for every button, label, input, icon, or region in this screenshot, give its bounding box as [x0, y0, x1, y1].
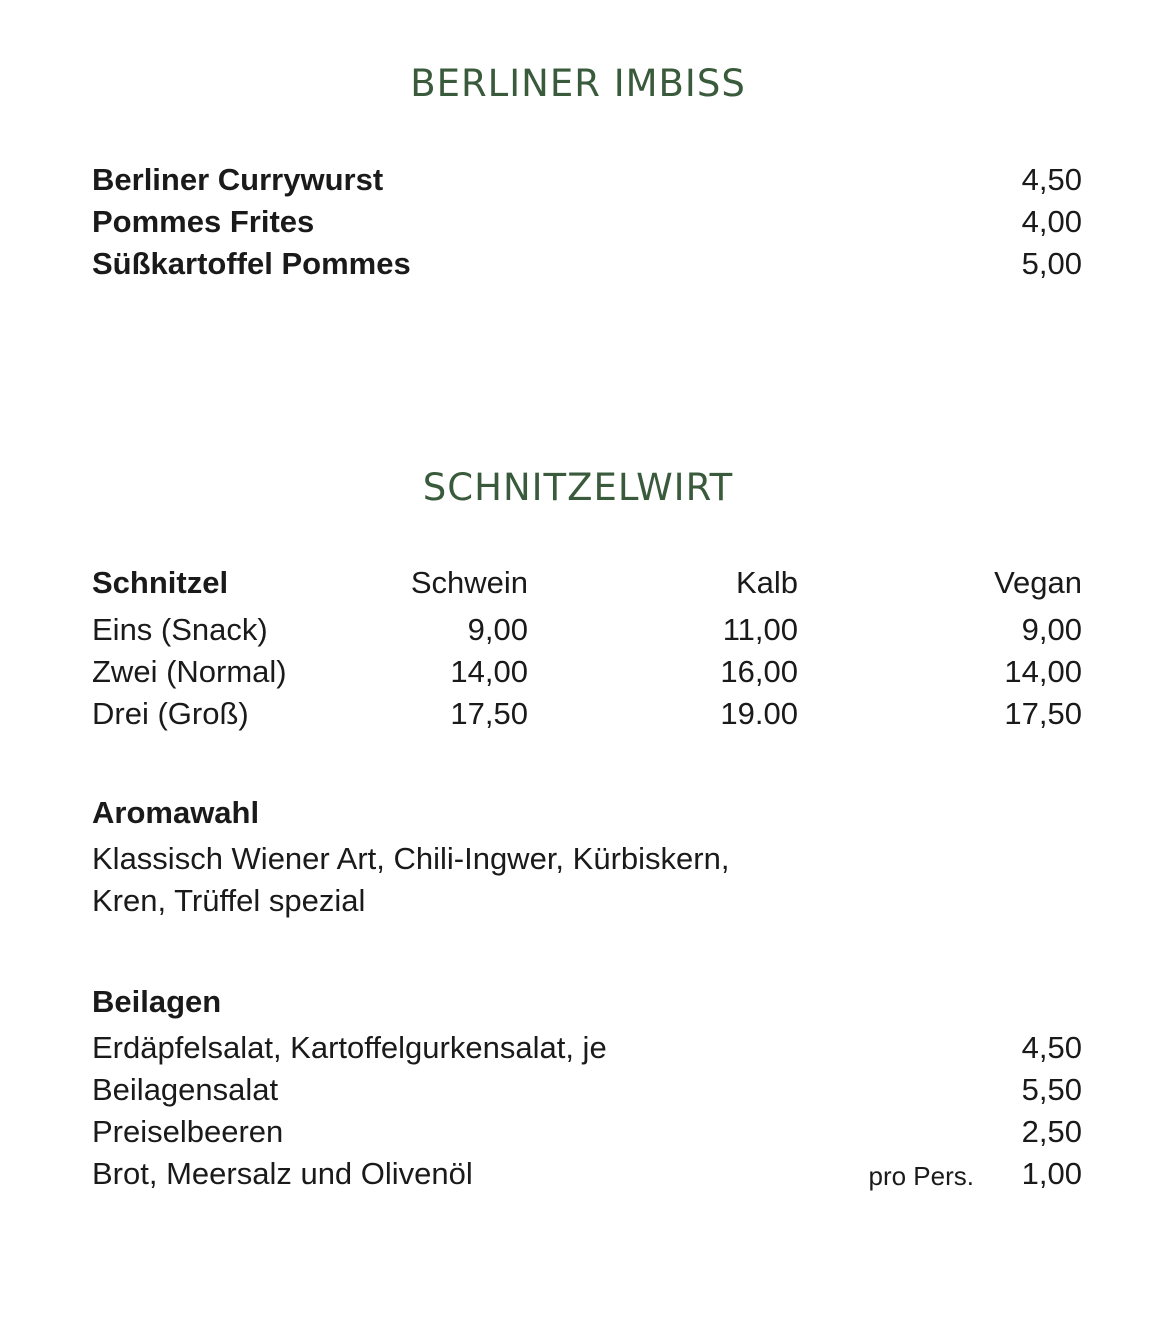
aromawahl-line-1: [92, 838, 1082, 880]
menu-item-suesskartoffel-pommes: [92, 243, 1082, 285]
schnitzel-header-row: [92, 562, 1082, 604]
schnitzel-header-label: Schnitzel: [92, 565, 229, 600]
item-name: Süßkartoffel Pommes: [92, 246, 411, 281]
aromawahl-text: Klassisch Wiener Art, Chili-Ingwer, Kürbiskern,: [92, 841, 730, 876]
schnitzelwirt-title: SCHNITZELWIRT: [422, 466, 734, 509]
menu-item-pommes-frites: [92, 201, 1082, 243]
header-kalb: Kalb: [735, 565, 798, 600]
item-price: 4,50: [1021, 162, 1082, 197]
item-price: 1,00: [1021, 1156, 1082, 1191]
schnitzel-row-drei: [92, 693, 1082, 735]
item-name: Brot, Meersalz und Olivenöl: [92, 1156, 473, 1191]
row-label: Drei (Groß): [92, 696, 249, 731]
price-vegan: 14,00: [1004, 654, 1082, 689]
price-kalb: 11,00: [722, 612, 798, 647]
beilage-item-preiselbeeren: [92, 1111, 1082, 1153]
berliner-imbiss-title: BERLINER IMBISS: [410, 62, 746, 105]
aromawahl-line-2: [92, 880, 1082, 922]
beilage-item-brot: [92, 1153, 1082, 1195]
item-name: Erdäpfelsalat, Kartoffelgurkensalat, je: [92, 1030, 607, 1065]
header-vegan: Vegan: [994, 565, 1082, 600]
price-schwein: 14,00: [450, 654, 528, 689]
item-price: 5,50: [1021, 1072, 1082, 1107]
price-schwein: 17,50: [450, 696, 528, 731]
item-name: Beilagensalat: [92, 1072, 279, 1107]
aromawahl-text: Kren, Trüffel spezial: [92, 883, 366, 918]
price-kalb: 19.00: [720, 696, 798, 731]
item-name: Preiselbeeren: [92, 1114, 284, 1149]
header-schwein: Schwein: [410, 565, 528, 600]
item-price: 2,50: [1021, 1114, 1082, 1149]
aromawahl-heading-text: Aromawahl: [92, 795, 260, 830]
item-note: pro Pers.: [868, 1161, 974, 1191]
beilagen-heading-text: Beilagen: [92, 984, 222, 1019]
item-name: Berliner Currywurst: [92, 162, 384, 197]
item-name: Pommes Frites: [92, 204, 315, 239]
row-label: Eins (Snack): [92, 612, 268, 647]
menu-item-currywurst: [92, 159, 1082, 201]
schnitzel-row-zwei: [92, 651, 1082, 693]
price-vegan: 9,00: [1021, 612, 1082, 647]
price-schwein: 9,00: [467, 612, 528, 647]
beilage-item-salate: [92, 1027, 1082, 1069]
row-label: Zwei (Normal): [92, 654, 287, 689]
item-price: 5,00: [1021, 246, 1082, 281]
aromawahl-heading: [92, 792, 1082, 834]
item-price: 4,50: [1021, 1030, 1082, 1065]
price-vegan: 17,50: [1004, 696, 1082, 731]
beilagen-heading: [92, 981, 1082, 1023]
beilage-item-beilagensalat: [92, 1069, 1082, 1111]
item-price: 4,00: [1021, 204, 1082, 239]
schnitzel-row-eins: [92, 609, 1082, 651]
price-kalb: 16,00: [720, 654, 798, 689]
